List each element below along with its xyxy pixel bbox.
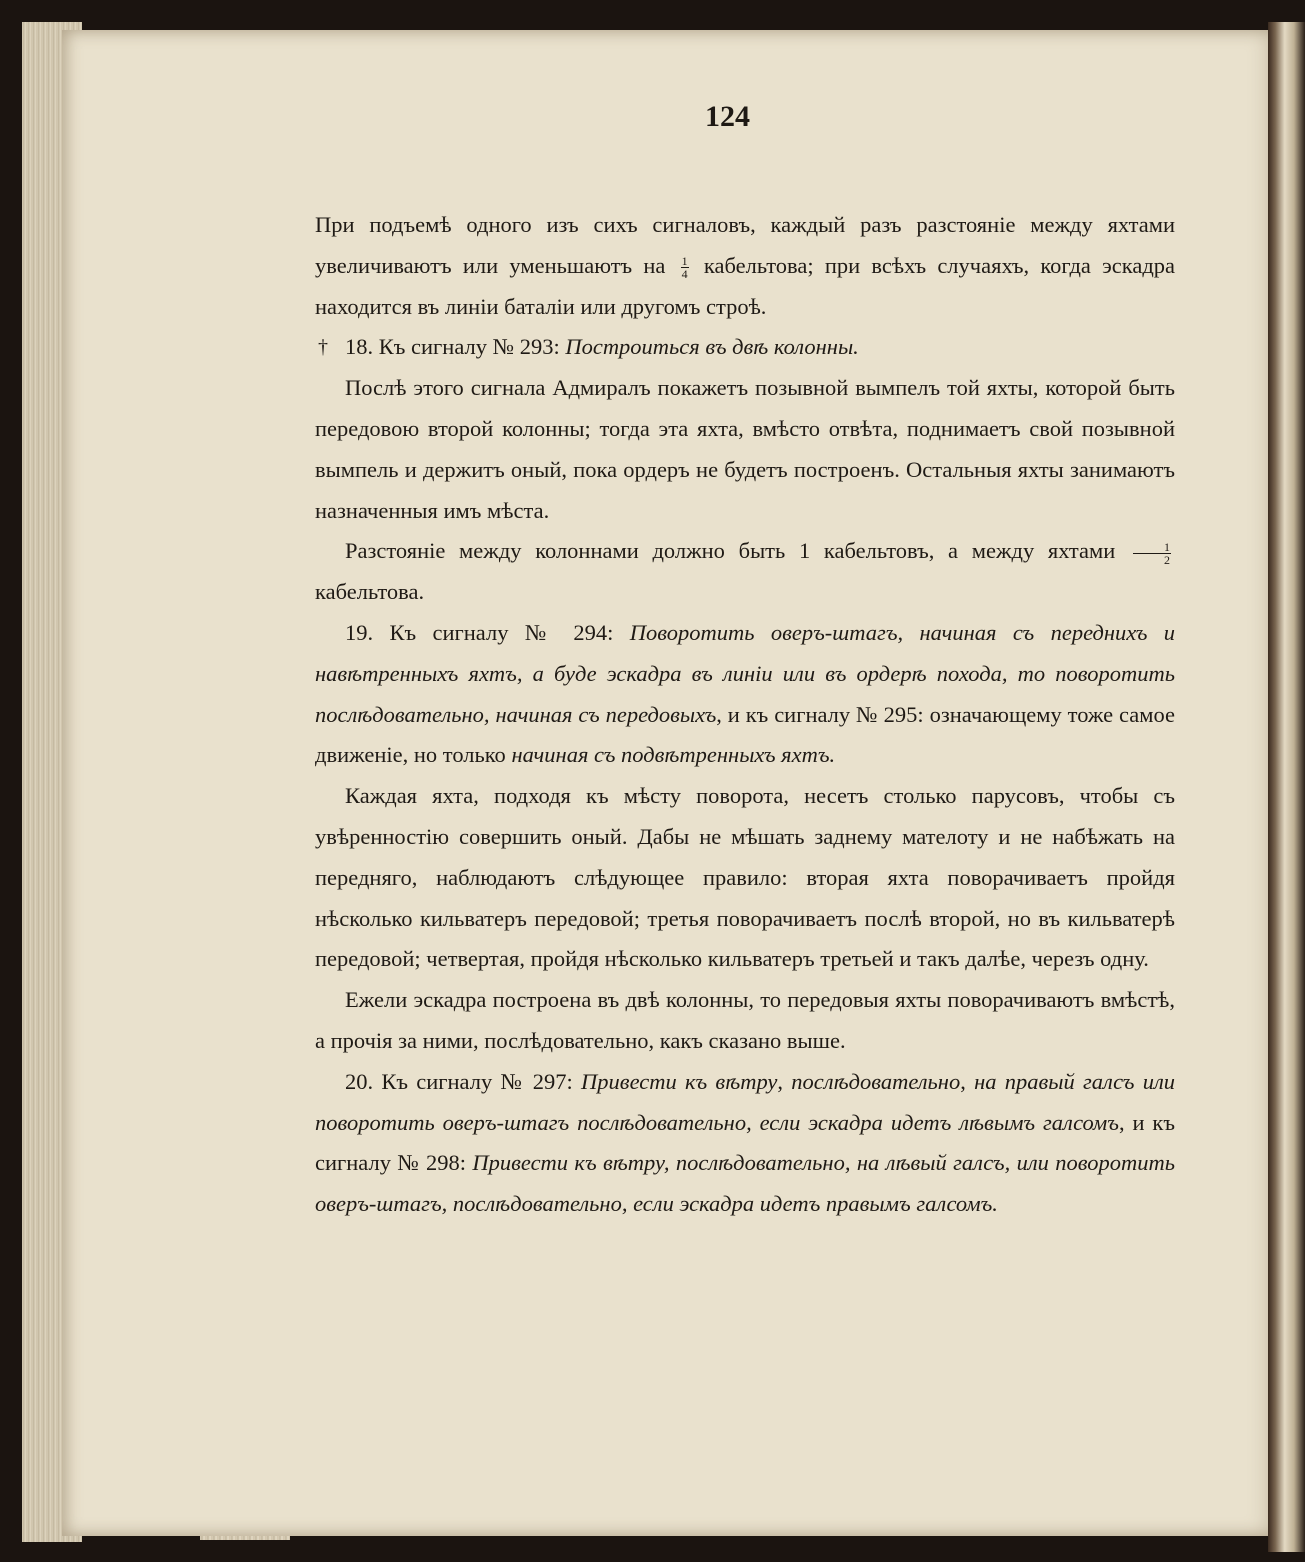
paragraph-1-text-b: кабельтова; при всѣхъ случаяхъ, когда эскадра находится въ линiи баталiи или другомъ строѣ. xyxy=(315,252,1176,319)
signal-297-meaning-a: Привести къ вѣтру xyxy=(581,1068,778,1094)
signal-297-meaning-b: послѣдовательно xyxy=(791,1068,961,1094)
paragraph-4-text-b: кабельтова. xyxy=(315,579,425,605)
signal-293-meaning: Построиться въ двѣ колонны. xyxy=(565,334,859,360)
signal-294-meaning-2: начиная съ передовыхъ xyxy=(495,701,717,727)
signal-298-label: , и къ сигналу № 298: xyxy=(315,1109,1175,1176)
paragraph-3: Послѣ этого сигнала Адмиралъ покажетъ позывной вымпелъ той яхты, которой быть передовою второй колонны; тогда эта яхта, вмѣсто отвѣта, поднимаетъ свой позывной вымпель и держитъ оный, пока ордеръ не будетъ построенъ. Остальныя яхты занимаютъ назначенныя имъ мѣста. xyxy=(315,375,1175,523)
signal-295-meaning: начиная съ подвѣтренныхъ яхтъ. xyxy=(511,742,836,768)
paragraph-4 xyxy=(315,531,1175,613)
signal-293-label: 18. Къ сигналу № 293: xyxy=(345,334,560,360)
book-spine-edge xyxy=(1268,22,1305,1552)
paragraph-7: Ежели эскадра построена въ двѣ колонны, то передовыя яхты поворачиваютъ вмѣстѣ, а прочiя за ними, послѣдовательно, какъ сказано выше. xyxy=(315,987,1175,1053)
paragraph-1-text-a: При подъемѣ одного изъ сихъ сигналовъ, каждый разъ разстоянiе между яхтами увеличиваютъ или уменьшаютъ на xyxy=(315,212,1175,278)
margin-mark: † xyxy=(318,336,328,359)
fraction-numerator: 1 xyxy=(681,254,688,269)
paragraph-2 xyxy=(315,327,1175,368)
fraction-denominator: 2 xyxy=(1164,552,1170,567)
paragraph-5 xyxy=(315,613,1175,776)
signal-295-label: , и къ сигналу № 295: означающему тоже самое движенiе, но только xyxy=(315,701,1176,768)
paragraph-8 xyxy=(315,1062,1175,1225)
fraction-denominator: 4 xyxy=(681,267,688,282)
comma: , xyxy=(777,1068,792,1094)
page-number: 124 xyxy=(705,100,750,133)
fraction-quarter xyxy=(681,255,689,280)
comma: , xyxy=(960,1068,975,1094)
fraction-numerator: 1 xyxy=(1133,541,1171,554)
body-text xyxy=(315,205,1175,1225)
paragraph-6: Каждая яхта, подходя къ мѣсту поворота, несетъ столько парусовъ, чтобы съ увѣренностiю совершить оный. Дабы не мѣшать заднему мателоту и не набѣжать на передняго, наблюдаютъ слѣдующее правило: вторая яхта поворачиваетъ пройдя нѣсколько кильватеръ передовой; третья поворачиваетъ послѣ второй, но въ кильватерѣ передовой; четвертая, пройдя нѣсколько кильватеръ третьей и такъ далѣе, черезъ одну. xyxy=(315,783,1175,972)
signal-294-label: 19. Къ сигналу № 294: xyxy=(345,619,614,645)
paragraph-1 xyxy=(315,205,1175,327)
fraction-half xyxy=(1133,541,1171,566)
signal-298-meaning: Привести къ вѣтру, послѣдовательно, на лѣвый галсъ, или поворотить оверъ-штагъ, послѣдовательно, если эскадра идетъ правымъ галсомъ. xyxy=(315,1150,1175,1217)
paragraph-4-text-a: Разстоянiе между колоннами должно быть 1 кабельтовъ, а между яхтами xyxy=(345,538,1116,564)
signal-294-meaning: Поворотить оверъ-штагъ, начиная съ переднихъ и навѣтренныхъ яхтъ, а буде эскадра въ линiи или въ ордерѣ похода, то поворотить послѣдовательно, xyxy=(315,619,1176,727)
signal-297-label: 20. Къ сигналу № 297: xyxy=(345,1068,573,1094)
signal-297-meaning-c: на правый галсъ или поворотить оверъ-штагъ послѣдовательно, если эскадра идетъ лѣвымъ галсомъ xyxy=(315,1068,1176,1135)
